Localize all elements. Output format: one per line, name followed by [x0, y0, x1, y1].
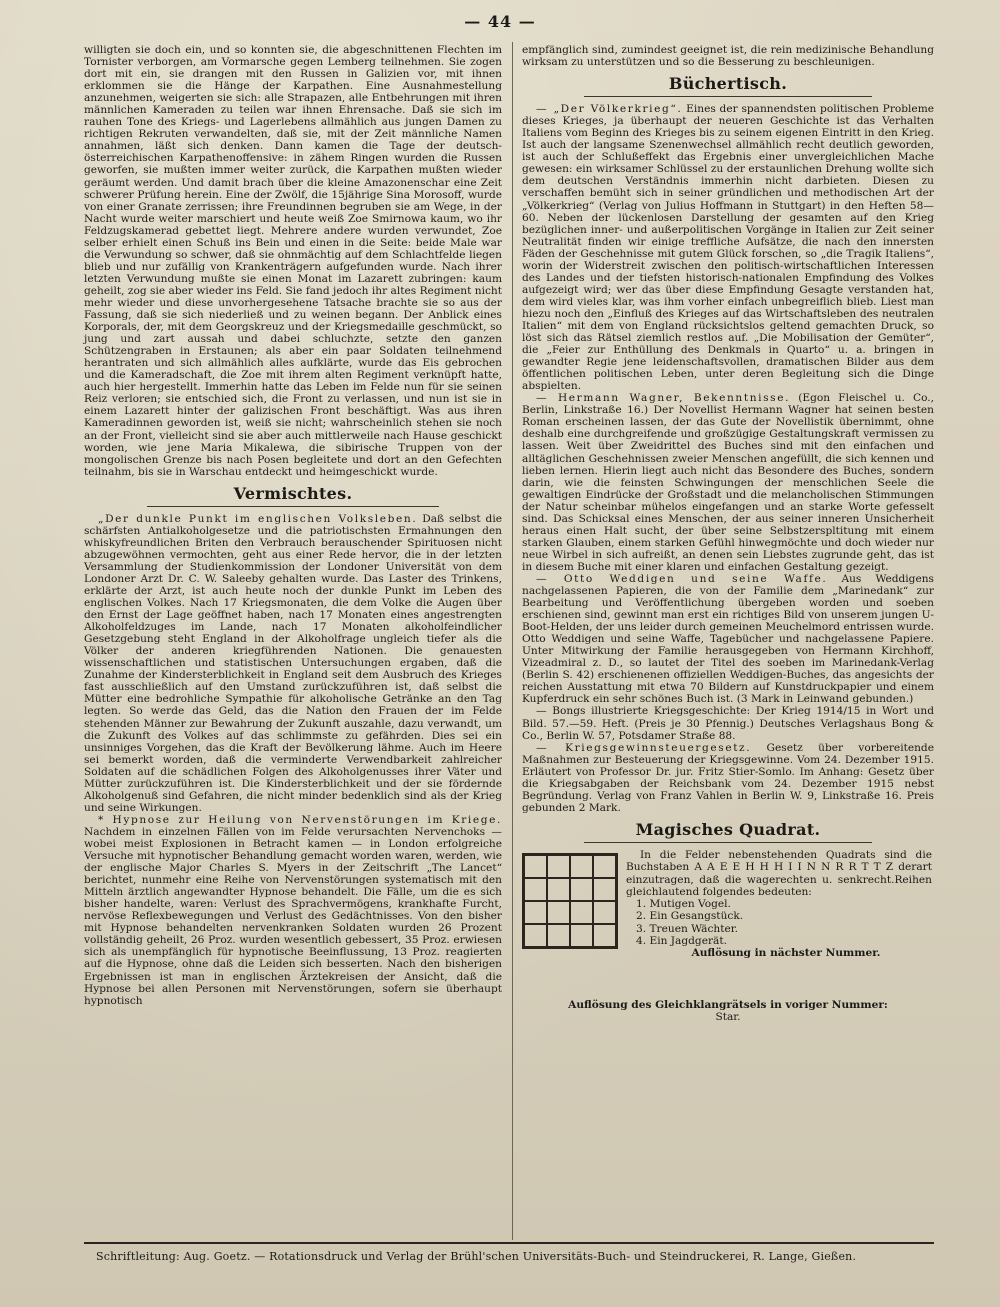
review-title: — Otto Weddigen und seine Waffe. — [536, 572, 828, 585]
imprint-footer: Schriftleitung: Aug. Goetz. — Rotationsdruck und Verlag der Brühl'schen Universitäts-Buch- und Steindruckerei, R. Lange, Gießen. — [96, 1250, 857, 1263]
review-title: — „Der Völkerkrieg“. — [536, 103, 683, 116]
section-title-buechertisch: Büchertisch. — [668, 74, 788, 94]
article-body: Daß selbst die schärfsten Antialkoholgesetze und die patriotischsten Ermahnungen den whiskyfreundlichen Briten den Verbrauch berauschender Spirituosen nicht abzugewöhnen vermochten, geht aus einer Rede hervor, die in der letzten Versammlung der Studienkommission der Londoner Universität von dem Londoner Arzt Dr. C. W. Saleeby gehalten wurde. Das Laster des Trinkens, erklärte der Arzt, ist auch heute noch der dunkle Punkt im Leben des englischen Volkes. Nach 17 Kriegsmonaten, die dem Volke die Augen über den Ernst der Lage geöffnet haben, nach 17 Monaten eines angestrengten Alkoholfeldzuges im Lande, nach 17 Monaten alkoholfeindlicher Gesetzgebung steht England in der Alkoholfrage ungleich tiefer als die Völker der anderen kriegführenden Nationen. Die genauesten wissenschaftlichen und statistischen Untersuchungen ergaben, daß die Zunahme der Kindersterblichkeit in England seit dem Ausbruch des Krieges fast ausschließlich auf den Umstand zurückzuführen ist, daß selbst die Mütter eine bedrohliche Sympathie für alkoholische Getränke an den Tag legten. So werde das Geld, das die Nation den Frauen der im Felde stehenden Männer zur Bewahrung der Zukunft auszahle, dazu verwandt, um die Zukunft des Volkes auf das schlimmste zu gefährden. Dies sei ein unsinniges Vorgehen, das die Kraft der Bevölkerung lähme. Auch im Heere sei bemerkt worden, daß die verminderte Verwendbarkeit zahlreicher Soldaten auf die schädlichen Folgen des Alkoholgenusses ihrer Väter und Mütter zurückzuführen ist. Die Kindersterblichkeit und der sie fördernde Alkoholgenuß sind Gefahren, die nicht minder bedenklich sind als der Krieg und seine Wirkungen. — [84, 512, 502, 814]
left-column — [84, 44, 502, 1007]
magic-square-text — [626, 849, 932, 960]
review-title: — Hermann Wagner, Bekenntnisse. — [536, 392, 791, 405]
review-body: Aus Weddigens nachgelassenen Papieren, die von der Familie dem „Marinedank“ zur Bearbeitung und Veröffentlichung übergeben worden und soeben erschienen sind, gewinnt man erst ein richtiges Bild von unserem jungen U-Boot-Helden, der uns leider durch gemeinen Meuchelmord entrissen wurde. Otto Weddigen und seine Waffe, Tagebücher und nachgelassene Papiere. Unter Mitwirkung der Familie herausgegeben von Hermann Kirchhoff, Vizeadmiral z. D., so lautet der Titel des soeben im Marinedank-Verlag (Berlin S. 42) erschienenen offiziellen Weddigen-Buches, das angesichts der reichen Ausstattung mit etwa 70 Bildern auf Kunstdruckpapier und einem Kupferdruck ein sehr schönes Buch ist. (3 Mark in Leinwand gebunden.) — [522, 572, 934, 706]
clue-item: 3. Treuen Wächter. — [636, 922, 738, 935]
magic-square-clues — [626, 898, 932, 947]
review-title: — Kriegsgewinnsteuergesetz. — [536, 741, 752, 754]
review-voelkerkrieg — [522, 103, 934, 392]
section-rule — [584, 96, 872, 97]
magic-square-puzzle — [522, 849, 934, 999]
section-rule — [584, 842, 872, 843]
review-body: (Egon Fleischel u. Co., Berlin, Linkstraße 16.) Der Novellist Hermann Wagner hat seinen besten Roman erscheinen lassen, der das Gute der Novellistik übernimmt, ohne deshalb eine durchgreifende und großzügige Gestaltungskraft vermissen zu lassen. Weit über Zweidrittel des Buches sind mit den einfachen und alltäglichen Geschehnissen zweier Menschen angefüllt, die sich kennen und lieben lernen. Hierin liegt auch nicht das Besondere des Buches, sondern darin, wie die feinsten Schwingungen der menschlichen Seele die gewaltigen Eindrücke der Großstadt und die melancholischen Stimmungen der Natur scheinbar mühelos eingefangen und an starke Worte gefesselt sind. Das Schicksal eines Menschen, der aus seiner inneren Unsicherheit heraus einen Halt sucht, der über seine Selbstzerspltitung mit einem starken Glauben, einem starken Gefühl hinwegmöchte und doch wieder nur neue Wirbel in sich aufreißt, an denen sein Liebstes zugrunde geht, das ist in diesem Buche mit einer klaren und einfachen Gestaltung gezeigt. — [522, 392, 935, 573]
page-number: — 44 — — [464, 12, 536, 31]
review-bong: — Bongs illustrierte Kriegsgeschichte: Der Krieg 1914/15 in Wort und Bild. 57.—59. Heft. (Preis je 30 Pfennig.) Deutsches Verlagshaus Bong & Co., Berlin W. 57, Potsdamer Straße 88. — [522, 705, 934, 742]
review-wagner — [522, 392, 934, 573]
review-kriegsgewinn — [522, 742, 934, 814]
clue-item: 1. Mutigen Vogel. — [636, 898, 731, 911]
magic-square-intro: In die Felder nebenstehenden Quadrats sind die Buchstaben A A E E H H H I I N N R R T T Z derart einzutragen, daß die wagerechten u. senkrecht.Reihen gleichlautend folgendes bedeuten: — [626, 848, 932, 898]
section-rule — [147, 506, 440, 507]
article-hypnosis — [84, 814, 502, 1007]
article-dark-spot — [84, 513, 502, 814]
footer-rule — [84, 1242, 934, 1244]
article-body: Nachdem in einzelnen Fällen von im Felde verursachten Nervenchoks — wobei meist Explosionen in Betracht kamen — in London erfolgreiche Versuche mit hypnotischer Behandlung gemacht worden waren, werden, wie der englische Major Charles S. Myers in der Zeitschrift „The Lancet“ berichtet, nunmehr eine Reihe von Nervenstörungen systematisch mit den Mitteln ärztlich angewandter Hypnose behandelt. Die Fälle, um die es sich bisher handelte, waren: Verlust des Sprachvermögens, krankhafte Furcht, nervöse Reflexbewegungen und Verlust des Gedächtnisses. Von den bisher mit Hypnose behandelten nervenkranken Soldaten wurden 26 Prozent vollständig geheilt, 26 Proz. wurden wesentlich gebessert, 35 Proz. erwiesen sich als unempfänglich für hypnotische Beeinflussung, 13 Proz. reagierten auf die Hypnose, ohne daß die Leiden sich besserten. Nach den bisherigen Ergebnissen ist man in englischen Ärztekreisen der Ansicht, daß die Hypnose bei allen Personen mit Nervenstörungen, sofern sie überhaupt hypnotisch — [84, 825, 502, 1007]
section-title-vermischtes: Vermischtes. — [233, 483, 353, 503]
article-title: * Hypnose zur Heilung von Nervenstörungen im Kriege. — [98, 813, 502, 826]
magic-square-grid — [522, 853, 618, 949]
story-continuation: willigten sie doch ein, und so konnten sie, die abgeschnittenen Flechten im Tornister verborgen, am Vormarsche gegen Lemberg teilnehmen. Sie zogen dort mit ein, sie drangen mit den Russen in Galizien vor, mit ihnen erklommen sie die Hänge der Karpathen. Eine Ausnahmestellung anzunehmen, weigerten sie sich: alle Strapazen, alle Entbehrungen mit ihren männlichen Kameraden zu teilen war ihnen Ehrensache. Daß sie sich im rauhen Tone des Kriegs- und Lagerlebens allmählich aus jungen Damen zu richtigen Rekruten verwandelten, daß sie, mit der Zeit männliche Namen annahmen, läßt sich denken. Dann kamen die Tage der deutsch-österreichischen Karpathenoffensive: in zähem Ringen wurden die Russen geworfen, sie mußten immer weiter zurück, die Karpathen mußten wieder geräumt werden. Und damit brach über die kleine Amazonenschar eine Zeit schwerer Prüfung herein. Eine der Zwölf, die 15jährige Sina Morosoff, wurde von einer Granate zerrissen; ihre Freundinnen begruben sie am Wege, in der Nacht wurde weiter marschiert und heute weiß Zoe Smirnowa kaum, wo ihr Feldzugskamerad gebettet liegt. Mehrere andere wurden verwundet, Zoe selber erhielt einen Schuß ins Bein und einen in die Seite: beide Male war die Verwundung so schwer, daß sie ohnmächtig auf dem Schlachtfelde liegen blieb und nur zufällig von Krankenträgern aufgefunden wurde. Nach ihrer letzten Verwundung mußte sie einen Monat im Lazarett zubringen: kaum geheilt, zog sie aber wieder ins Feld. Sie fand jedoch ihr altes Regiment nicht mehr wieder und diese unvorhergesehene Tatsache brachte sie so aus der Fassung, daß sie sich niederließ und zu weinen begann. Der Anblick eines Korporals, der, mit dem Georgskreuz und der Kriegsmedaille geschmückt, so jung und zart aussah und dabei schluchzte, setzte den ganzen Schützengraben in Erstaunen; als aber ein paar Soldaten teilnehmend herantraten und sich allmählich alles aufklärte, wurde das Eis gebrochen und die Kameradschaft, die Zoe mit ihrem alten Regiment verknüpft hatte, auch hier hergestellt. Immerhin hatte das Leben im Felde nun für sie seinen Reiz verloren; sie entschied sich, die Front zu verlassen, und nun ist sie in einem Lazarett hinter der galizischen Front beschäftigt. Was aus ihren Kameradinnen geworden ist, weiß sie nicht; wahrscheinlich stehen sie noch an der Front, vielleicht sind sie aber auch mittlerweile nach Hause geschickt worden, wie jene Maria Mikalewa, die sibirische Truppen von der mongolischen Grenze bis nach Posen begleitete und dort an den Gefechten teilnahm, bis sie in Warschau entdeckt und heimgeschickt wurde. — [84, 44, 502, 478]
right-column — [522, 44, 934, 1023]
article-title: „Der dunkle Punkt im englischen Volksleben. — [98, 512, 418, 525]
section-title-magic-square: Magisches Quadrat. — [635, 819, 821, 839]
previous-solution: Star. — [715, 1011, 741, 1023]
clue-item: 4. Ein Jagdgerät. — [636, 935, 727, 948]
clue-item: 2. Ein Gesangstück. — [636, 910, 744, 923]
article-continuation: empfänglich sind, zumindest geeignet ist, die rein medizinische Behandlung wirksam zu unterstützen und so die Besserung zu beschleunigen. — [522, 44, 934, 69]
review-weddigen — [522, 573, 934, 706]
previous-solution-title: Auflösung des Gleichklangrätsels in voriger Nummer: — [568, 998, 888, 1011]
solution-note: Auflösung in nächster Nummer. — [691, 947, 881, 960]
review-body: Gesetz über vorbereitende Maßnahmen zur Besteuerung der Kriegsgewinne. Vom 24. Dezember 1915. Erläutert von Professor Dr. jur. Fritz Stier-Somlo. Im Anhang: Gesetz über die Kriegsabgaben der Reichsbank vom 24. Dezember 1915 nebst Begründung. Verlag von Franz Vahlen in Berlin W. 9, Linkstraße 16. Preis gebunden 2 Mark. — [522, 741, 934, 814]
column-divider — [512, 42, 513, 1240]
review-body: Eines der spannendsten politischen Probleme dieses Krieges, ja überhaupt der neueren Geschichte ist das Verhalten Italiens vom Beginn des Krieges bis zu seinem eigenen Eintritt in den Krieg. Ist auch der langsame Szenenwechsel allmählich recht deutlich geworden, ist auch der Schlußeffekt das Ergebnis einer unvergleichlichen Mache gewesen: ein wirksamer Schlüssel zu der erstaunlichen Drehung wollte sich dem deutschen Verständnis immerhin nicht darbieten. Diesen zu verschaffen bemüht sich in seiner gründlichen und methodischen Art der „Völkerkrieg“ (Verlag von Julius Hoffmann in Stuttgart) in den Heften 58—60. Neben der lückenlosen Darstellung der gesamten auf den Krieg bezüglichen inner- und außerpolitischen Vorgänge in Italien zur Zeit seiner Neutralität finden wir einige treffliche Aufsätze, die nach den innersten Fäden der Geschehnisse mit gutem Glück forschen, so „die Tragik Italiens“, worin der Widerstreit zwischen den politisch-wirtschaftlichen Interessen des Landes und der tiefsten historisch-nationalen Empfindung des Volkes aufgezeigt wird; wer das über diese Empfindung Gesagte verstanden hat, dem wird vieles klar, was ihm vorher einfach unbegreiflich blieb. Liest man hiezu noch den „Einfluß des Krieges auf das Wirtschaftsleben des neutralen Italien“ mit dem von England rücksichtslos geltend gemachten Druck, so löst sich das Rätsel ziemlich restlos auf. „Die Mobilisation der Gemüter“, die „Feier zur Enthüllung des Denkmals in Quarto“ u. a. bringen in gewandter Regie jene leidenschaftsvollen, dramatischen Bilder aus dem öffentlichen politischen Leben, unter deren Begleitung sich die Dinge abspielten. — [522, 103, 935, 393]
